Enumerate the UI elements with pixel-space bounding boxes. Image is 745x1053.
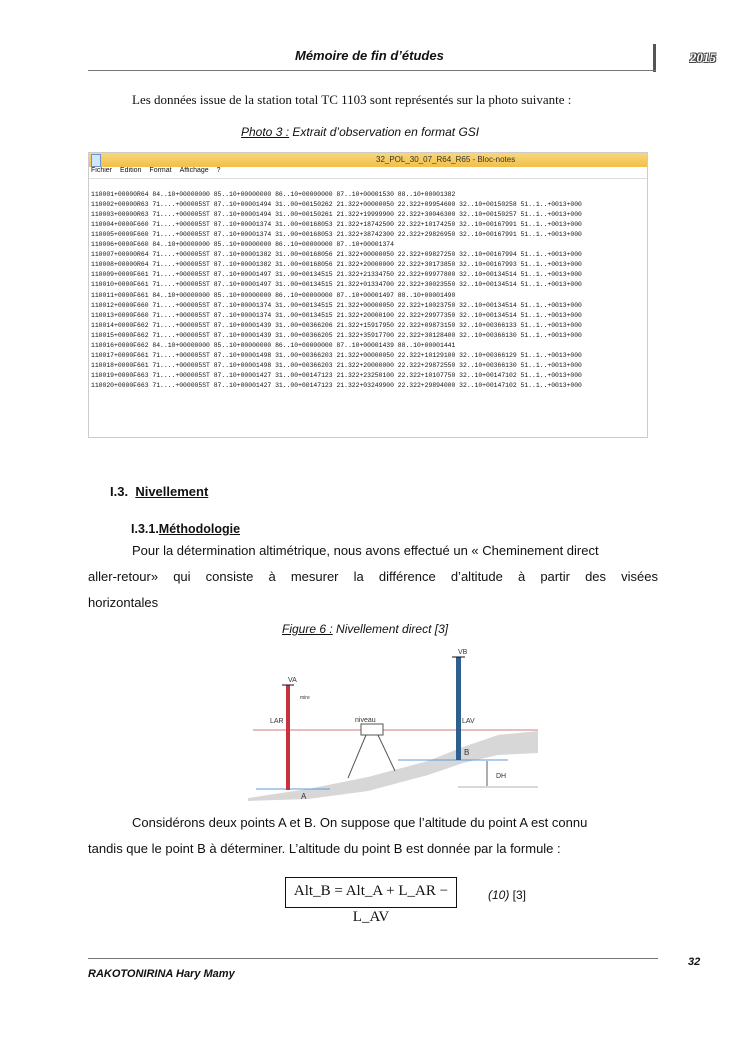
figure-caption-label: Figure 6 : <box>282 622 333 636</box>
staff-b <box>456 657 461 760</box>
menu-edition: Edition <box>120 167 142 174</box>
leveling-diagram <box>248 643 538 801</box>
label-vb: VB <box>458 649 468 656</box>
notepad-icon <box>91 154 101 167</box>
menu-help: ? <box>216 167 221 174</box>
gsi-line: 110001+00000R64 84..10+00000000 85..10+00000000 86..10+00000000 87..10+00001530 88..10+00001382 <box>91 191 456 199</box>
para2-line1: Considérons deux points A et B. On suppose que l’altitude du point A est connu <box>132 815 588 830</box>
gsi-line: 110007+00000R64 71....+000005ST 87..10+00001382 31..00+00168056 21.322+00000050 22.322+09827250 32..10+00167994 51..1..+0013+000 <box>91 251 582 259</box>
footer-rule <box>88 958 658 959</box>
gsi-line: 110012+0000F660 71....+000005ST 87..10+00001374 31..00+00134515 21.322+00000050 22.322+10023750 32..10+00134514 51..1..+0013+000 <box>91 301 582 309</box>
subsection-title: Méthodologie <box>158 522 241 536</box>
tripod-leg-right <box>378 735 395 771</box>
header-divider <box>653 44 656 72</box>
gsi-line: 110005+0000F660 71....+000005ST 87..10+00001374 31..00+00168053 21.322+38742300 22.322+29826950 32..10+00167991 51..1..+0013+000 <box>91 231 582 239</box>
label-mire: mire <box>300 695 310 701</box>
section-heading <box>110 484 208 499</box>
gsi-line: 110019+0000F663 71....+000005ST 87..10+00001427 31..00+00147123 21.322+23250100 22.322+10107750 32..10+00147102 51..1..+0013+000 <box>91 371 582 379</box>
photo-caption-text: Extrait d’observation en format GSI <box>289 125 480 139</box>
gsi-data-lines <box>89 180 647 411</box>
label-b: B <box>464 748 470 757</box>
gsi-line: 110003+00000R63 71....+000005ST 87..10+00001494 31..00+00150261 21.322+19999900 22.322+30046300 32..10+00150257 51..1..+0013+000 <box>91 211 582 219</box>
photo-caption <box>241 125 479 139</box>
para1-line2: aller-retour» qui consiste à mesurer la différence d’altitude à partir des visées <box>88 569 658 584</box>
label-lar: LAR <box>270 718 284 725</box>
notepad-titlebar <box>89 153 647 167</box>
gsi-line: 110010+0000F661 71....+000005ST 87..10+00001497 31..00+00134515 21.322+01334700 22.322+30023550 32..10+00134514 51..1..+0013+000 <box>91 281 582 289</box>
para1-line1: Pour la détermination altimétrique, nous avons effectué un « Cheminement direct <box>132 543 599 558</box>
label-lav: LAV <box>462 718 475 725</box>
section-number: I.3. <box>110 484 129 499</box>
menu-affichage: Affichage <box>179 167 209 174</box>
gsi-line: 110013+0000F660 71....+000005ST 87..10+00001374 31..00+00134515 21.322+20000100 22.322+29977350 32..10+00134514 51..1..+0013+000 <box>91 311 582 319</box>
label-a: A <box>301 792 307 801</box>
gsi-line: 110017+0000F661 71....+000005ST 87..10+00001498 31..00+00366203 21.322+00000050 22.322+10129100 32..10+00366129 51..1..+0013+000 <box>91 351 582 359</box>
notepad-title: 32_POL_30_07_R64_R65 - Bloc-notes <box>376 155 516 164</box>
gsi-line: 110016+0000F662 84..10+00000000 85..10+00000000 86..10+00000000 87..10+00001439 88..10+00001441 <box>91 341 456 349</box>
figure-caption <box>282 622 448 636</box>
gsi-line: 110002+00000R63 71....+000005ST 87..10+00001494 31..00+00150262 21.322+00000050 22.322+09954600 32..10+00150258 51..1..+0013+000 <box>91 201 582 209</box>
gsi-line: 110014+0000F662 71....+000005ST 87..10+00001439 31..00+00366206 21.322+15917950 22.322+09873150 32..10+00366133 51..1..+0013+000 <box>91 321 582 329</box>
notepad-screenshot <box>88 152 648 438</box>
gsi-line: 110018+0000F661 71....+000005ST 87..10+00001498 31..00+00366203 21.322+20000000 22.322+29872550 32..10+00366130 51..1..+0013+000 <box>91 361 582 369</box>
staff-a <box>286 685 290 790</box>
intro-paragraph: Les données issue de la station total TC 1103 sont représentés sur la photo suivante : <box>132 92 572 107</box>
menu-format: Format <box>149 167 172 174</box>
para2-line2: tandis que le point B à déterminer. L’altitude du point B est donnée par la formule : <box>88 841 561 856</box>
level-instrument <box>361 724 383 735</box>
page-number: 32 <box>688 956 701 968</box>
tripod-leg-left <box>348 735 366 778</box>
photo-caption-label: Photo 3 : <box>241 125 290 139</box>
gsi-line: 110006+0000F660 84..10+00000000 85..10+00000000 86..10+00000000 87..10+00001374 <box>91 241 394 249</box>
equation-ref: [3] <box>509 888 527 902</box>
formula-text: Alt_B = Alt_A + L_AR − L_AV <box>293 883 449 925</box>
label-dh: DH <box>496 773 507 780</box>
figure-caption-text: Nivellement direct [3] <box>332 622 449 636</box>
menu-fichier: Fichier <box>91 167 113 174</box>
gsi-line: 110008+00000R64 71....+000005ST 87..10+00001382 31..00+00168056 21.322+20000000 22.322+30173850 32..10+00167993 51..1..+0013+000 <box>91 261 582 269</box>
gsi-line: 110011+0000F661 84..10+00000000 85..10+00000000 86..10+00000000 87..10+00001497 88..10+00001490 <box>91 291 456 299</box>
header-year: 2015 <box>690 50 716 65</box>
notepad-menu <box>89 167 647 179</box>
formula-box <box>285 877 457 925</box>
section-title: Nivellement <box>135 484 209 499</box>
para1-line3: horizontales <box>88 595 159 610</box>
gsi-line: 110004+0000F660 71....+000005ST 87..10+00001374 31..00+00168053 21.322+18742500 22.322+10174250 32..10+00167991 51..1..+0013+000 <box>91 221 582 229</box>
equation-number <box>488 888 526 902</box>
gsi-line: 110020+0000F663 71....+000005ST 87..10+00001427 31..00+00147123 21.322+03249900 22.322+29894000 32..10+00147102 51..1..+0013+000 <box>91 381 582 389</box>
header-title: Mémoire de fin d’études <box>295 48 444 63</box>
label-va: VA <box>288 677 297 684</box>
subsection-heading <box>131 522 240 536</box>
header-rule <box>88 70 656 71</box>
equation-num: (10) <box>488 888 510 902</box>
gsi-line: 110009+0000F661 71....+000005ST 87..10+00001497 31..00+00134515 21.322+21334750 22.322+09977800 32..10+00134514 51..1..+0013+000 <box>91 271 582 279</box>
label-niveau: niveau <box>355 717 376 724</box>
gsi-line: 110015+0000F662 71....+000005ST 87..10+00001439 31..00+00366205 21.322+35917700 22.322+30128400 32..10+00366130 51..1..+0013+000 <box>91 331 582 339</box>
subsection-number: I.3.1. <box>131 522 159 536</box>
footer-author: RAKOTONIRINA Hary Mamy <box>88 968 235 980</box>
